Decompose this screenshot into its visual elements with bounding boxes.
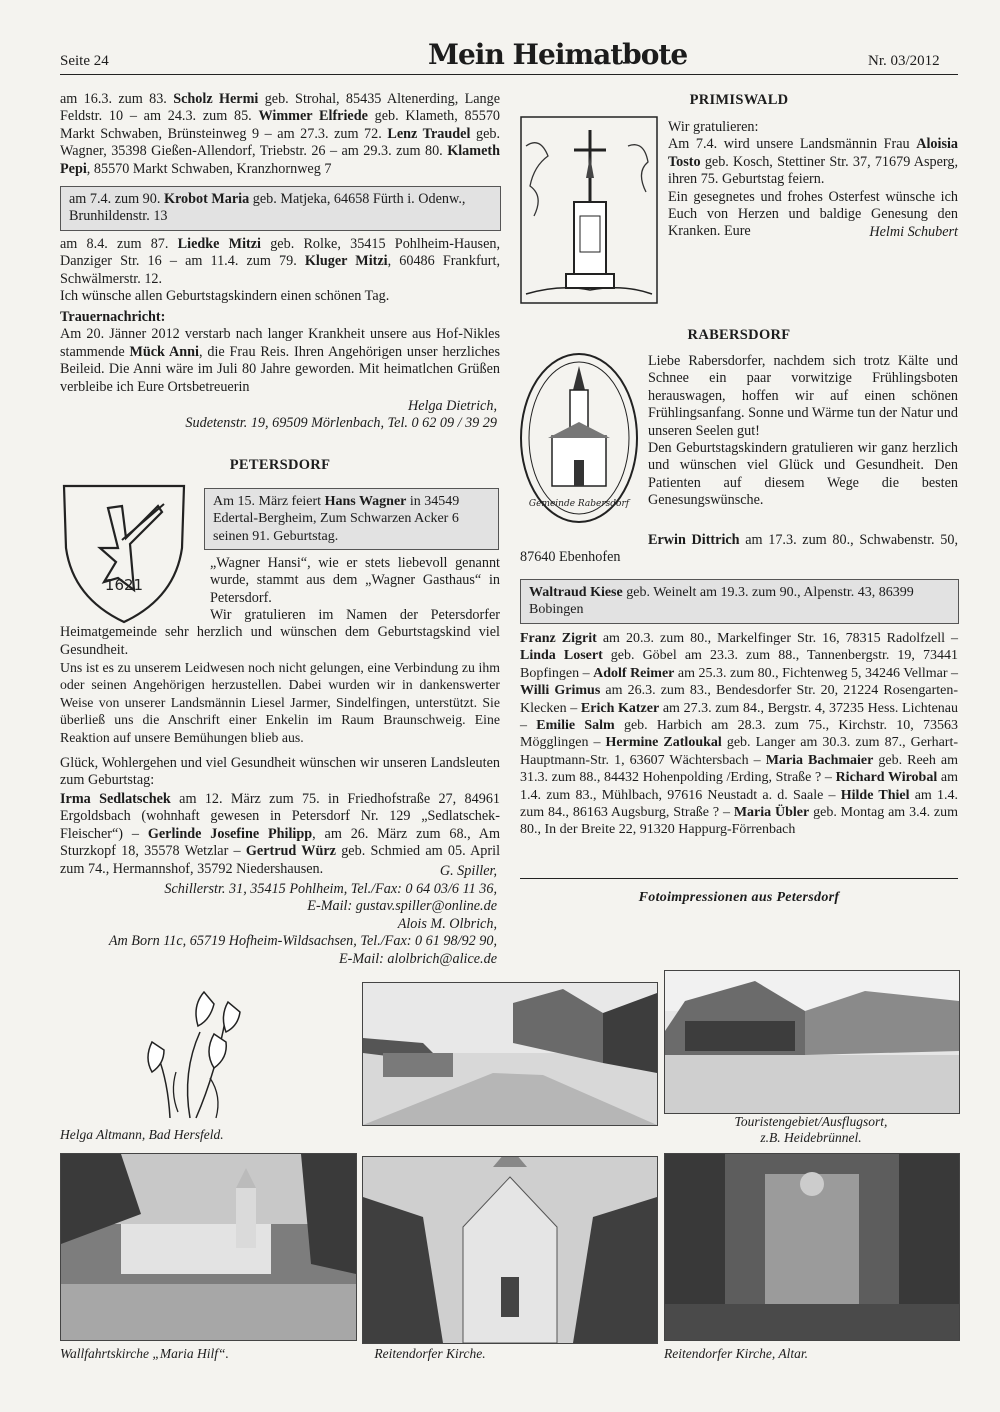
rabersdorf-text: Liebe Rabersdorfer, nachdem sich trotz Kälte und Schnee ein paar vorwitzige Frühlingsboten herauswagen, hoffen wir auf einen schönen Frühlingsanfang. Sonne und Wärme tun der Natur und unseren Seelen gut! Den Geburtstagskindern gratulieren wir ganz herzlich und wünschen viel Glück und Gesundheit. Den Patienten auf diesem Wege die besten Genesungswünsche. <box>648 353 958 509</box>
wayside-cross-illustration <box>520 116 658 304</box>
section-title-rabersdorf: RABERSDORF <box>687 327 791 343</box>
obituary-title: Trauernachricht: <box>60 309 166 325</box>
birthday-intro: am 16.3. zum 83. Scholz Hermi geb. Strohal, 85435 Altenerding, Lange Feldstr. 10 – am 24.3. zum 85. Wimmer Elfriede geb. Klameth, 85570 Markt Schwaben, Brünsteinweg 9 – am 27.3. zum 72. Lenz Traudel geb. Wagner, 35398 Gießen-Allendorf, Triebstr. 26 – am 29.3. zum 80. Klameth Pepi, 85570 Markt Schwaben, Kranzhornweg 7 <box>60 91 501 177</box>
caption-tourist: Touristengebiet/Ausflugsort, z.B. Heidebrünnel. <box>734 1114 888 1145</box>
caption-snowdrop: Helga Altmann, Bad Hersfeld. <box>60 1127 224 1142</box>
seal-text: Gemeinde Rabersdorf <box>528 499 630 509</box>
coat-year: 1621 <box>104 576 144 594</box>
photo-pilgrimage-church <box>60 1153 357 1341</box>
highlight-box-wagner: Am 15. März feiert Hans Wagner in 34549 Edertal-Bergheim, Zum Schwarzen Acker 6 seinen 91. Geburtstag. <box>204 488 499 550</box>
petersdorf-wishes: Glück, Wohlergehen und viel Gesundheit wünschen wir unseren Landsleuten zum Geburtstag: <box>60 755 500 789</box>
wagner-text: „Wagner Hansi“, wie er stets liebevoll genannt wurde, stammt aus dem „Wagner Gasthaus“ in Petersdorf. <box>210 555 500 606</box>
photo-section-title: Fotoimpressionen aus Petersdorf <box>638 890 840 905</box>
petersdorf-coat-of-arms <box>60 478 188 626</box>
rabersdorf-seal <box>518 350 640 526</box>
photo-church-altar <box>664 1153 960 1341</box>
rabersdorf-birthdays: Franz Zigrit am 20.3. zum 80., Markelfinger Str. 16, 78315 Radolfzell – Linda Losert geb. Göbel am 23.3. zum 88., Tannenbergstr. 19, 73441 Bopfingen – Adolf Reimer am 25.3. zum 80., Fichtenweg 5, 34246 Vellmar – Willi Grimus am 26.3. zum 83., Bendesdorfer Str. 20, 21224 Rosengarten-Klecken – Erich Katzer am 27.3. zum 84., Bergstr. 4, 37235 Hess. Lichtenau – Emilie Salm geb. Harbich am 28.3. zum 75., Kirchstr. 10, 73563 Mögglingen – Hermine Zatloukal geb. Langer am 30.3. zum 87., Gerhart-Hauptmann-Str. 1, 63607 Wächtersbach – Maria Bachmaier geb. Reeh am 31.3. zum 88., 84432 Hohenpolding /Erding, Straße ? – Richard Wirobal am 1.4. zum 83., Mühlbach, 97616 Neustadt a. d. Saale – Hilde Thiel am 1.4. zum 84., 86163 Augsburg, Straße ? – Maria Übler geb. Montag am 3.4. zum 80., In der Breite 22, 91320 Happurg-Förrenbach <box>520 631 959 838</box>
caption-altar: Reitendorfer Kirche, Altar. <box>664 1346 808 1361</box>
petersdorf-search: Uns ist es zu unserem Leidwesen noch nicht gelungen, eine Verbindung zu ihm oder seinen Angehörigen herzustellen. Dabei wurden wir in dankenswerter Weise von unserer Landsmännin Liesel Jarmer, Sindelfingen, unterstützt. Sie überließ uns die Anschrift einer Enkelin im Raum Braunschweig. Eine Reaktion auf unsere Bemühungen blieb aus. <box>60 660 500 745</box>
obituary: Trauernachricht: Am 20. Jänner 2012 verstarb nach langer Krankheit unsere aus Hof-Nikles stammende Mück Anni, die Frau Reis. Ihren Angehörigen unser herzliches Beileid. Die Anni wäre im Juli 80 Jahre geworden. Mit heimatlchen Grüßen verbleibe ich Eure Ortsbetreuerin <box>60 309 500 395</box>
divider-rule <box>520 878 958 879</box>
photo-reitendorf-church <box>362 1156 658 1344</box>
rabersdorf-dittrich: Erwin Dittrich am 17.3. zum 80., Schwabenstr. 50, 87640 Ebenhofen <box>520 532 958 566</box>
signature-schubert: Helmi Schubert <box>869 224 958 240</box>
signature-dietrich: Helga Dietrich, Sudetenstr. 19, 69509 Mörlenbach, Tel. 0 62 09 / 39 29 <box>185 398 497 432</box>
primiswald-text: Wir gratulieren: Am 7.4. wird unsere Landsmännin Frau Aloisia Tosto geb. Kosch, Stettiner Str. 37, 71679 Asperg, ihren 75. Geburtstag feiern. Ein gesegnetes und frohes Osterfest wünsche ich Euch von Herzen und baldige Genesung den Kranken. Eure <box>668 119 959 240</box>
highlight-box-krobot: am 7.4. zum 90. Krobot Maria geb. Matjeka, 64658 Fürth i. Odenw., Brunhildenstr. 13 <box>60 186 501 231</box>
snowdrop-drawing <box>130 972 260 1122</box>
signature-block: Schillerstr. 31, 35415 Pohlheim, Tel./Fax: 0 64 03/6 11 36, E-Mail: gustav.spiller@online.de Alois M. Olbrich, Am Born 11c, 65719 Hofheim-Wildsachsen, Tel./Fax: 0 61 98/92 90, E-Mail: alolbrich@alice.de <box>108 881 497 967</box>
issue-number: Nr. 03/2012 <box>868 53 940 69</box>
birthday-para-2: am 8.4. zum 87. Liedke Mitzi geb. Rolke, 35415 Pohlheim-Hausen, Danziger Str. 16 – am 11.4. zum 79. Kluger Mitzi, 60486 Frankfurt, Schwälmerstr. 12. Ich wünsche allen Geburtstagskindern einen schönen Tag. <box>60 236 501 305</box>
page-number: Seite 24 <box>60 53 109 69</box>
masthead: Mein Heimatbote <box>428 38 688 71</box>
section-title-primiswald: PRIMISWALD <box>689 92 789 108</box>
petersdorf-birthdays: Irma Sedlatschek am 12. März zum 75. in Friedhofstraße 27, 84961 Ergoldsbach (wohnhaft gewesen in Petersdorf Nr. 129 „Sedlatschek-Fleischer“) – Gerlinde Josefine Philipp, am 26. März zum 68., Am Sturzkopf 18, 35578 Wetzlar – Gertrud Würz geb. Schmied am 05. April zum 74., Hermannshof, 35792 Niedershausen. <box>60 791 501 877</box>
caption-church: Reitendorfer Kirche. <box>374 1346 486 1361</box>
highlight-box-kiese: Waltraud Kiese geb. Weinelt am 19.3. zum 90., Alpenstr. 43, 86399 Bobingen <box>520 579 959 624</box>
section-title-petersdorf: PETERSDORF <box>229 457 331 473</box>
signature-spiller: G. Spiller, <box>439 863 497 879</box>
photo-tourist-area <box>664 970 960 1114</box>
petersdorf-greeting: Wir gratulieren im Namen der Petersdorfer Heimatgemeinde sehr herzlich und wünschen dem Geburtstagskind viel Gesundheit. <box>60 607 500 658</box>
caption-pilgrimage: Wallfahrtskirche „Maria Hilf“. <box>60 1346 229 1361</box>
header-rule <box>60 74 958 75</box>
photo-mountain-road <box>362 982 658 1126</box>
